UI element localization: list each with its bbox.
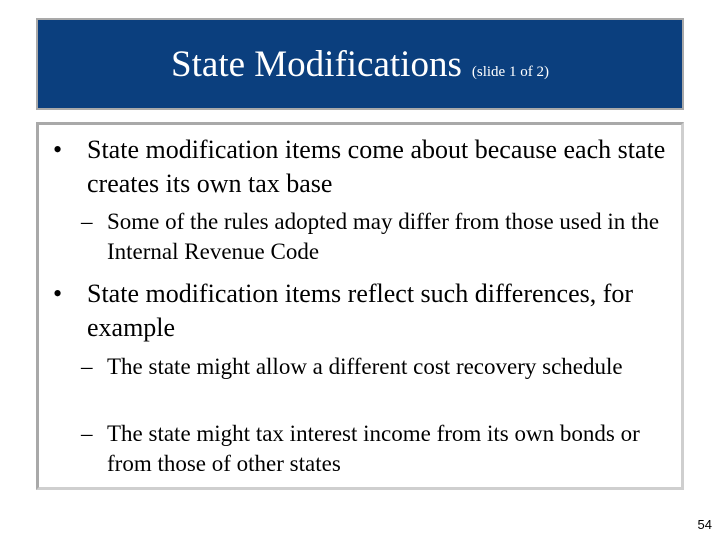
content-box — [36, 122, 684, 490]
sub-bullet-marker: – — [81, 421, 93, 446]
bullet-text: State modification items reflect such differences, for example — [87, 279, 634, 342]
sub-bullet-item — [81, 207, 671, 267]
sub-bullet-item — [81, 419, 671, 479]
sub-bullet-marker: – — [81, 209, 93, 234]
bullet-item — [53, 277, 673, 345]
slide-title: State Modifications — [171, 43, 462, 85]
slide-subtitle: (slide 1 of 2) — [471, 63, 549, 80]
sub-bullet-text: The state might allow a different cost recovery schedule — [107, 354, 623, 379]
sub-bullet-marker: – — [81, 354, 93, 379]
sub-bullet-text: The state might tax interest income from its own bonds or from those of other states — [107, 421, 640, 476]
bullet-marker: • — [53, 135, 63, 164]
sub-bullet-item — [81, 352, 671, 382]
sub-bullet-text: Some of the rules adopted may differ from those used in the Internal Revenue Code — [107, 209, 660, 264]
bullet-item — [53, 133, 673, 201]
page-number: 54 — [697, 517, 712, 532]
bullet-text: State modification items come about because each state creates its own tax base — [87, 135, 666, 198]
bullet-marker: • — [53, 279, 63, 308]
title-bar — [36, 18, 684, 110]
